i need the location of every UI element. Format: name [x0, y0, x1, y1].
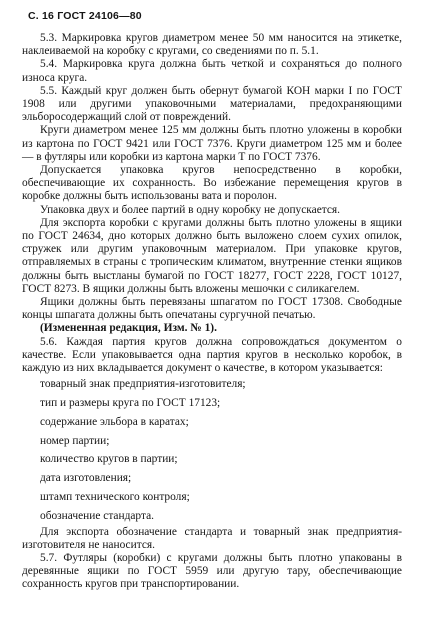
list-item: товарный знак предприятия-изготовителя;	[40, 378, 246, 391]
paragraph-boxes-tied: Ящики должны быть перевязаны шпагатом по ГОСТ 17308. Свободные концы шпагата должны быть опечатаны сургучной печатью.	[22, 296, 402, 322]
list-item: количество кругов в партии;	[40, 453, 178, 466]
clause-5-5: 5.5. Каждый круг должен быть обернут бумагой КОН марки I по ГОСТ 1908 или другими упаковочными материалами, предохраняющими эльборосодержащий слой от повреждений.	[22, 84, 402, 124]
clause-5-7: 5.7. Футляры (коробки) с кругами должны быть плотно упакованы в деревянные ящики по ГОСТ 5959 или другую тару, обеспечивающие сохранность кругов при транспортировании.	[22, 552, 402, 591]
quality-document-list	[22, 375, 402, 525]
document-body	[22, 32, 402, 592]
clause-5-6: 5.6. Каждая партия кругов должна сопровождаться документом о качестве. Если упаковывается одна партия кругов в несколько коробок, в каждую из них вкладывается документ о качестве, в котором указывается:	[22, 335, 402, 375]
list-item: содержание эльбора в каратах;	[40, 415, 189, 428]
list-item: номер партии;	[40, 434, 110, 447]
list-item: обозначение стандарта.	[40, 509, 155, 522]
paragraph-direct-packing: Допускается упаковка кругов непосредственно в коробки, обеспечивающие их сохранность. Во избежание перемещения кругов в коробке должны быть использованы вата и поролон.	[22, 164, 402, 203]
page-header	[28, 10, 402, 22]
clause-5-3: 5.3. Маркировка кругов диаметром менее 50 мм наносится на этикетке, наклеиваемой на коробку с кругами, со сведениями по п. 5.1.	[22, 32, 402, 58]
list-item: дата изготовления;	[40, 472, 132, 485]
paragraph-two-batches: Упаковка двух и более партий в одну коробку не допускается.	[40, 203, 341, 216]
page-number: С. 16	[28, 10, 55, 22]
paragraph-circle-packing: Круги диаметром менее 125 мм должны быть плотно уложены в коробки из картона по ГОСТ 9421 или ГОСТ 7376. Круги диаметром 125 мм и более — в футляры или коробки из картона марки Т по ГОСТ 7376.	[22, 124, 402, 163]
paragraph-export-marking: Для экспорта обозначение стандарта и товарный знак предприятия-изготовителя не наносится.	[22, 525, 402, 551]
standard-code: ГОСТ 24106—80	[57, 10, 142, 22]
clause-5-4: 5.4. Маркировка круга должна быть четкой и сохраняться до полного износа круга.	[22, 58, 402, 84]
paragraph-export-packing: Для экспорта коробки с кругами должны быть плотно уложены в ящики по ГОСТ 24634, дно которых должно быть выложено слоем сухих опилок, стружек или другим упаковочным материалом. При упаковке кругов, отправляемых в страны с тропическим климатом, внутренние стенки ящиков должны быть выстланы бумагой по ГОСТ 18277, ГОСТ 2228, ГОСТ 10127, ГОСТ 8273. В ящики должны быть вложены мешочки с силикагелем.	[22, 216, 402, 295]
list-item: тип и размеры круга по ГОСТ 17123;	[40, 397, 221, 410]
list-item: штамп технического контроля;	[40, 491, 190, 504]
amendment-note: (Измененная редакция, Изм. № 1).	[40, 322, 217, 335]
